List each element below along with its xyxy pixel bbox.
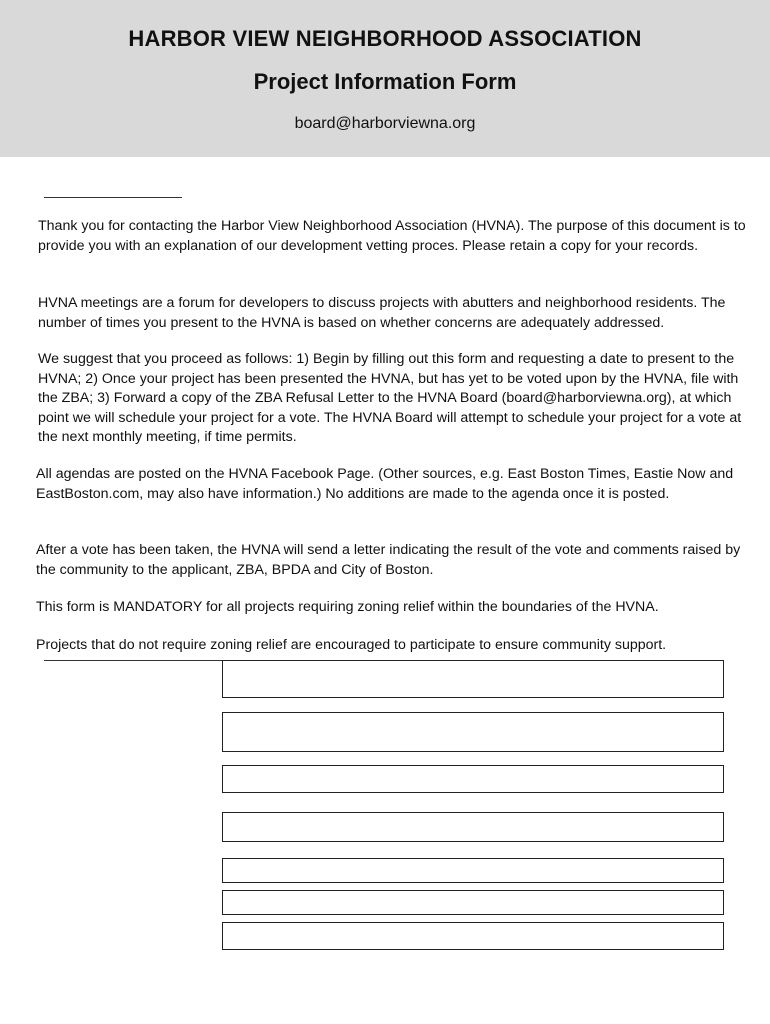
form-field-7[interactable] xyxy=(222,922,724,950)
form-field-2[interactable] xyxy=(222,712,724,752)
form-field-3[interactable] xyxy=(222,765,724,793)
form-header xyxy=(0,0,770,157)
agenda-paragraph: All agendas are posted on the HVNA Facebook Page. (Other sources, e.g. East Boston Times, Eastie Now and EastBoston.com, may also have information.) No additions are made to the agenda once it is posted. xyxy=(36,466,734,502)
contact-email: board@harborviewna.org xyxy=(294,115,476,132)
form-title: Project Information Form xyxy=(253,69,517,94)
form-field-5[interactable] xyxy=(222,858,724,883)
intro-paragraph: Thank you for contacting the Harbor View Neighborhood Association (HVNA). The purpose of this document is to provide you with an explanation of our development vetting proces. Please retain a copy for your records. xyxy=(38,218,746,254)
divider-line xyxy=(44,660,228,661)
form-field-4[interactable] xyxy=(222,812,724,842)
organization-name: HARBOR VIEW NEIGHBORHOOD ASSOCIATION xyxy=(128,26,642,51)
mandatory-paragraph: This form is MANDATORY for all projects requiring zoning relief within the boundaries of the HVNA. xyxy=(36,599,659,615)
form-field-1[interactable] xyxy=(222,660,724,698)
form-field-6[interactable] xyxy=(222,890,724,915)
meetings-paragraph: HVNA meetings are a forum for developers to discuss projects with abutters and neighborhood residents. The number of times you present to the HVNA is based on whether concerns are adequately addressed. xyxy=(38,295,726,331)
encouraged-paragraph: Projects that do not require zoning relief are encouraged to participate to ensure community support. xyxy=(36,637,667,653)
vote-paragraph: After a vote has been taken, the HVNA will send a letter indicating the result of the vote and comments raised by the community to the applicant, ZBA, BPDA and City of Boston. xyxy=(36,542,741,578)
divider-line xyxy=(44,197,182,198)
process-paragraph: We suggest that you proceed as follows: 1) Begin by filling out this form and requesting a date to present to the HVNA; 2) Once your project has been presented the HVNA, but has yet to be voted upon by the HVNA, file with the ZBA; 3) Forward a copy of the ZBA Refusal Letter to the HVNA Board (board@harborviewna.org), at which point we will schedule your project for a vote. The HVNA Board will attempt to schedule your project for a vote at the next monthly meeting, if time permits. xyxy=(38,351,742,445)
